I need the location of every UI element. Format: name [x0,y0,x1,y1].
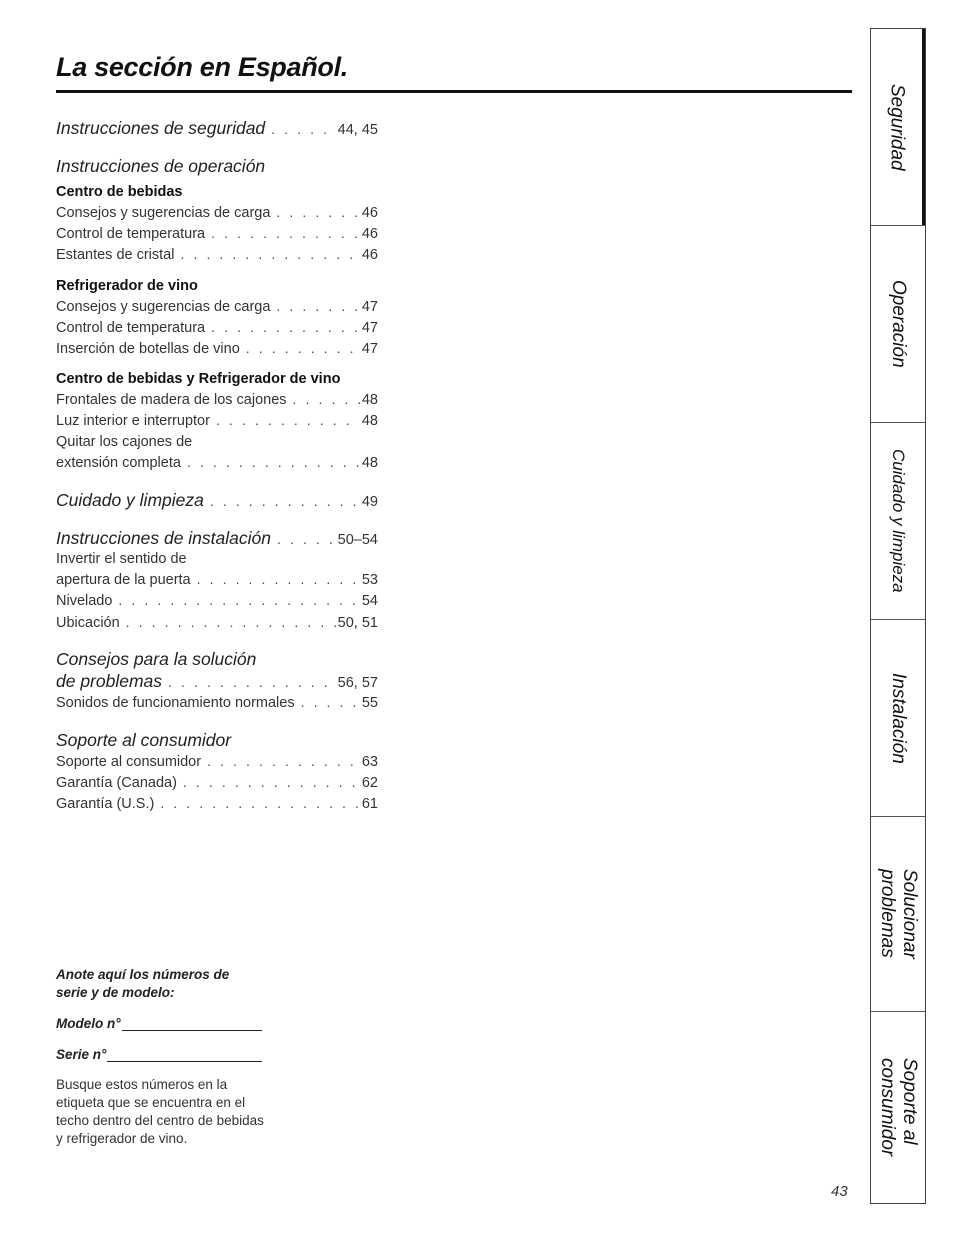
page-ref: 47 [361,319,378,336]
entry-label: Inserción de botellas de vino [56,341,240,358]
page-ref: 53 [361,572,378,589]
group-subhead: Centro de bebidas y Refrigerador de vino [56,371,341,388]
group-subhead: Refrigerador de vino [56,277,198,294]
serial-label: Serie n° [56,1047,107,1062]
tab-label: Instalación [888,672,909,764]
tab-operacion[interactable] [871,225,925,422]
section-title: Consejos para la solución [56,648,257,669]
dot-leader [207,751,360,771]
dot-leader [293,389,360,409]
page-ref: 50, 51 [337,614,378,631]
page-title: La sección en Español. [56,52,348,82]
toc-entry[interactable] [56,296,378,317]
page-ref: 61 [361,796,378,813]
toc-entry[interactable] [56,389,378,410]
toc-entry[interactable] [56,317,378,338]
page-ref: 54 [361,593,378,610]
model-label: Modelo n° [56,1016,121,1031]
dot-leader [216,410,360,430]
title-rule [56,90,852,93]
tab-label: Seguridad [886,83,908,171]
entry-label: Quitar los cajones de [56,433,193,450]
page-ref: 50–54 [337,532,378,549]
toc-section-soporte [56,729,378,815]
page-ref: 48 [361,413,378,430]
entry-label: Consejos y sugerencias de carga [56,205,271,221]
toc-group-centro-bebidas [56,182,378,266]
toc-entry[interactable] [56,569,378,590]
serial-write-line [107,1047,262,1062]
tab-soporte[interactable] [871,1011,925,1203]
entry-label: Ubicación [56,614,120,631]
dot-leader [197,569,360,589]
tab-seguridad[interactable] [871,29,925,225]
dot-leader [276,202,359,222]
toc-section-cuidado [56,489,378,511]
page-ref: 49 [361,494,378,511]
toc-group-refrigerador-vino [56,276,378,360]
dot-leader [301,692,360,712]
tab-label: Soporte al consumidor [877,1058,920,1157]
tab-instalacion[interactable] [871,619,925,816]
notes-intro: Anote aquí los números de serie y de modelo: [56,967,230,1000]
tab-label: Operación [888,280,909,368]
toc-entry-problemas[interactable] [56,670,378,692]
dot-leader [187,452,360,472]
entry-label: Control de temperatura [56,226,206,243]
dot-leader [160,793,360,813]
model-number-field[interactable] [56,1016,316,1031]
toc-entry[interactable] [56,223,378,244]
toc-section-operacion [56,155,378,473]
toc-entry-instalacion[interactable] [56,527,378,549]
toc-entry-cuidado[interactable] [56,489,378,511]
page-ref: 46 [361,205,378,221]
page-ref: 62 [361,775,378,792]
toc-entry[interactable] [56,338,378,359]
entry-label: Luz interior e interruptor [56,413,210,430]
page-ref: 47 [361,298,378,315]
notes-text: Busque estos números en la etiqueta que se encuentra en el techo dentro del centro de bebidas y refrigerador de vino. [56,1077,264,1146]
toc-entry[interactable] [56,452,378,473]
toc-entry-seguridad[interactable] [56,117,378,139]
toc-entry-label-line[interactable] [56,432,378,452]
dot-leader [271,121,336,137]
dot-leader [277,531,336,547]
toc-entry[interactable] [56,410,378,431]
entry-label: Garantía (Canada) [56,775,177,792]
entry-label: Estantes de cristal [56,247,175,264]
section-tabs [870,28,926,1204]
dot-leader [211,317,360,337]
dot-leader [183,772,360,792]
entry-label: Invertir el sentido de [56,551,187,568]
dot-leader [210,493,360,509]
section-title: Soporte al consumidor [56,730,232,751]
entry-label: Garantía (U.S.) [56,796,155,813]
entry-label: Consejos y sugerencias de carga [56,298,271,315]
dot-leader [126,612,336,632]
entry-label: Soporte al consumidor [56,754,202,771]
tab-label: Cuidado y limpieza [889,449,908,593]
toc-entry[interactable] [56,772,378,793]
dot-leader [180,244,359,264]
page-ref: 48 [361,392,378,409]
page-ref: 46 [361,247,378,264]
serial-number-field[interactable] [56,1047,316,1062]
page-ref: 63 [361,754,378,771]
dot-leader [276,296,359,316]
page-ref: 46 [361,226,378,243]
group-subhead: Centro de bebidas [56,184,183,200]
tab-label: Solucionar problemas [877,869,920,959]
dot-leader [168,674,336,690]
entry-label-cont: extensión completa [56,454,181,471]
dot-leader [118,590,359,610]
page-ref: 48 [361,454,378,471]
section-title: Instrucciones de seguridad [56,118,266,138]
entry-label: Control de temperatura [56,319,206,336]
section-title: Instrucciones de operación [56,156,266,176]
page-ref: 55 [361,694,378,711]
toc-entry[interactable] [56,590,378,611]
toc-section-problemas [56,649,378,713]
section-title: Instrucciones de instalación [56,528,271,549]
page-number: 43 [831,1183,848,1200]
toc-entry[interactable] [56,612,378,633]
toc-section-instalacion [56,527,378,633]
toc-section-seguridad [56,117,378,139]
serial-model-notes [56,966,316,1148]
entry-label: Sonidos de funcionamiento normales [56,694,295,711]
page-ref: 56, 57 [337,674,378,691]
page-ref: 47 [361,341,378,358]
table-of-contents [56,117,378,831]
section-title-cont: de problemas [56,670,163,691]
dot-leader [211,223,360,243]
entry-label: Nivelado [56,593,113,610]
dot-leader [246,338,360,358]
entry-label: Frontales de madera de los cajones [56,392,287,409]
toc-entry-label-line[interactable] [56,549,378,569]
toc-entry[interactable] [56,244,378,265]
section-title: Cuidado y limpieza [56,490,204,511]
toc-group-ambos [56,369,378,473]
toc-entry[interactable] [56,751,378,772]
tab-problemas[interactable] [871,816,925,1011]
model-write-line [122,1016,262,1031]
tab-cuidado[interactable] [871,422,925,619]
toc-entry[interactable] [56,202,378,223]
entry-label-cont: apertura de la puerta [56,572,191,589]
page-ref: 44, 45 [337,122,378,138]
toc-entry[interactable] [56,692,378,713]
toc-entry[interactable] [56,793,378,814]
